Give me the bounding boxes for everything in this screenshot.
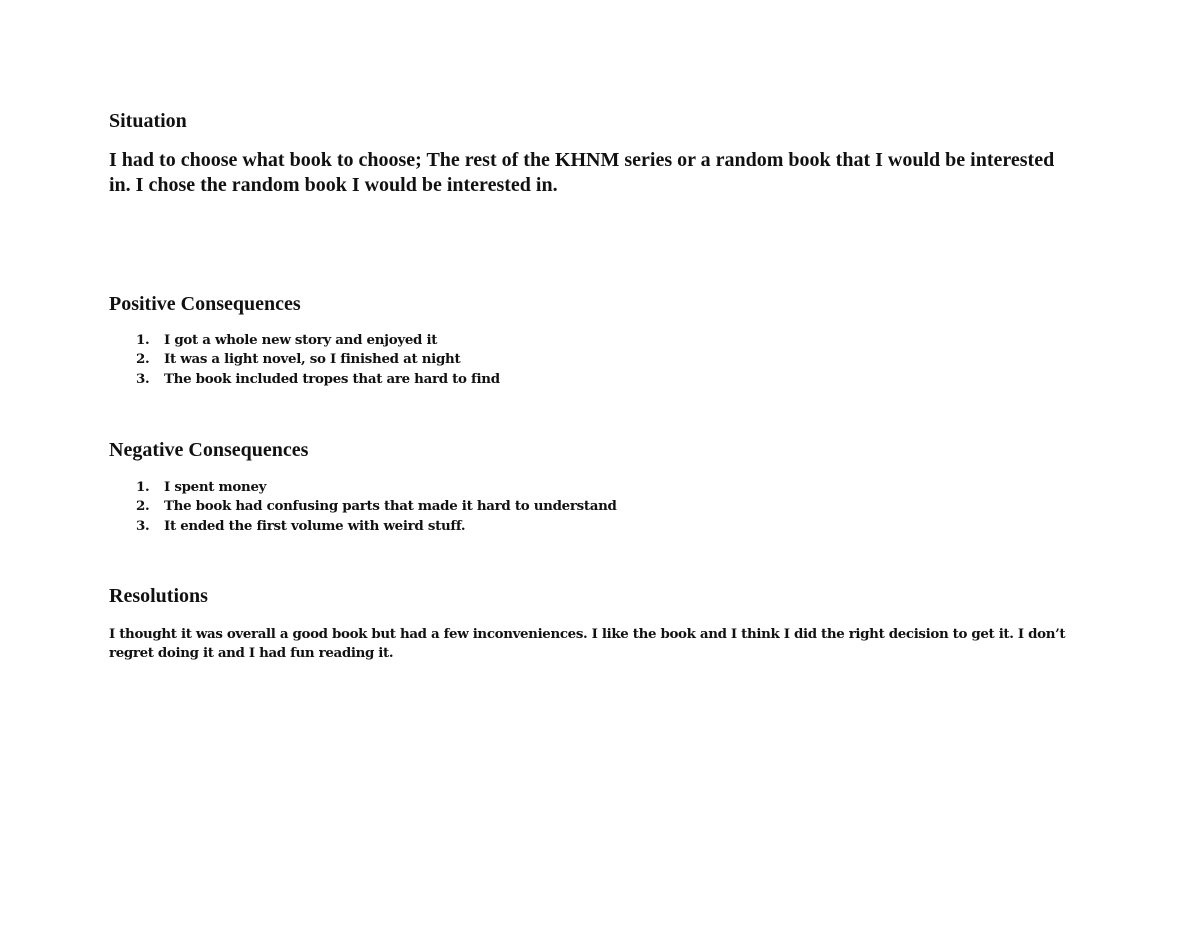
negative-consequences-list <box>109 478 617 536</box>
list-item <box>109 497 617 516</box>
positive-consequences-heading: Positive Consequences <box>109 293 301 315</box>
list-item-number: 1. <box>136 479 150 495</box>
list-item-text: I spent money <box>164 479 267 495</box>
list-item-text: The book had confusing parts that made it hard to understand <box>164 498 617 515</box>
list-item-text: It was a light novel, so I finished at night <box>164 351 461 368</box>
list-item <box>109 517 617 536</box>
list-item <box>109 331 500 350</box>
resolutions-heading: Resolutions <box>109 585 208 607</box>
list-item-number: 3. <box>136 517 150 534</box>
list-item <box>109 370 500 389</box>
list-item-text: The book included tropes that are hard to find <box>164 370 500 387</box>
list-item-number: 1. <box>136 332 150 348</box>
list-item-text: It ended the first volume with weird stuff. <box>164 517 466 534</box>
list-item-number: 3. <box>136 370 150 387</box>
positive-consequences-list <box>109 331 500 389</box>
list-item <box>109 350 500 369</box>
negative-consequences-heading: Negative Consequences <box>109 439 309 461</box>
list-item-text: I got a whole new story and enjoyed it <box>164 332 438 348</box>
situation-heading: Situation <box>109 110 187 132</box>
situation-text: I had to choose what book to choose; The rest of the KHNM series or a random book that I would be interested in. I chose the random book I would be interested in. <box>109 149 1055 196</box>
resolutions-text: I thought it was overall a good book but had a few inconveniences. I like the book and I think I did the right decision to get it. I don’t regret doing it and I had fun reading it. <box>109 626 1066 661</box>
list-item-number: 2. <box>136 498 150 515</box>
list-item-number: 2. <box>136 351 150 368</box>
list-item <box>109 478 617 497</box>
